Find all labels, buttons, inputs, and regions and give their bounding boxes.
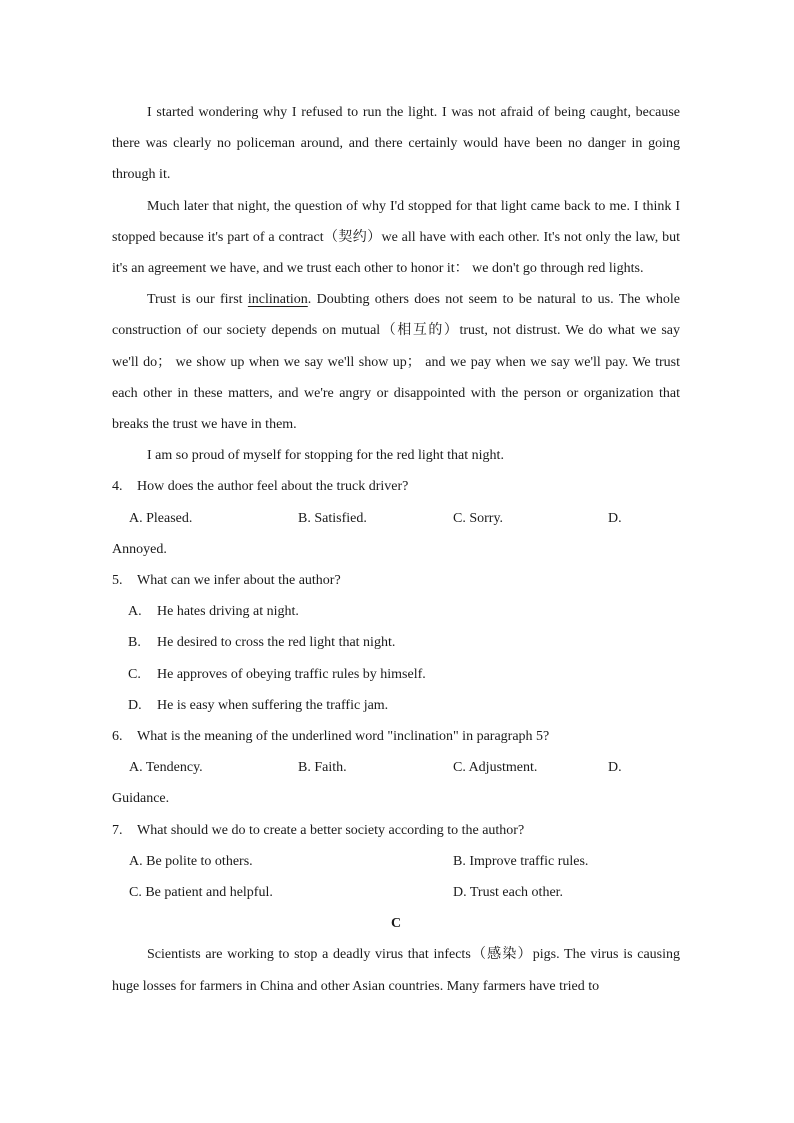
section-heading: C bbox=[390, 916, 402, 932]
option-d: D. bbox=[608, 510, 622, 526]
paragraph-text: Trust is our first bbox=[147, 292, 248, 308]
option-row bbox=[112, 877, 680, 908]
option-row bbox=[112, 534, 680, 565]
question-number: 5. bbox=[112, 573, 123, 589]
paragraph-text: . Doubting others does not seem to be natural to us. The whole construction of our society depends on mutual（相互的）trust, not distrust. We do what we say we'll do； we show up when we say we'll show up； and we pay when we say we'll pay. We trust each other in these matters, and we're angry or disappointed with the person or organization that breaks the trust we have in them. bbox=[112, 292, 680, 433]
question-stem bbox=[112, 471, 680, 502]
option-c: C. Be patient and helpful. bbox=[129, 885, 273, 900]
question-text: What is the meaning of the underlined word "inclination" in paragraph 5? bbox=[137, 729, 550, 745]
option-b: B. He desired to cross the red light that night. bbox=[128, 635, 396, 651]
option-c: C. Adjustment. bbox=[453, 760, 538, 776]
question-number: 7. bbox=[112, 822, 123, 838]
option-d: D. He is easy when suffering the traffic jam. bbox=[128, 697, 389, 713]
option-row bbox=[112, 503, 680, 534]
option-b: B. Faith. bbox=[298, 760, 347, 776]
option-a: A. He hates driving at night. bbox=[128, 604, 299, 620]
question-number: 6. bbox=[112, 729, 123, 745]
question-text: What should we do to create a better society according to the author? bbox=[137, 822, 525, 838]
passage-paragraph: Scientists are working to stop a deadly virus that infects（感染）pigs. The virus is causing huge losses for farmers in China and other Asian countries. Many farmers have tried to bbox=[112, 947, 680, 994]
exam-page bbox=[112, 97, 680, 1002]
option-row bbox=[112, 752, 680, 783]
question-number: 4. bbox=[112, 479, 123, 495]
question-text: How does the author feel about the truck driver? bbox=[137, 479, 409, 495]
question-stem bbox=[112, 815, 680, 846]
question-stem bbox=[112, 721, 680, 752]
option-a: A. Pleased. bbox=[129, 510, 193, 526]
option-b: B. Improve traffic rules. bbox=[453, 853, 589, 869]
option-d-text: Guidance. bbox=[112, 791, 170, 807]
option-d-text: Annoyed. bbox=[112, 541, 167, 557]
option-a: A. Be polite to others. bbox=[129, 853, 253, 869]
option-d: D. bbox=[608, 760, 622, 776]
passage-paragraph bbox=[112, 284, 680, 440]
option-row bbox=[112, 846, 680, 877]
option-c: C. Sorry. bbox=[453, 510, 504, 526]
passage-paragraph: I started wondering why I refused to run the light. I was not afraid of being caught, because there was clearly no policeman around, and there certainly would have been no danger in going through it. bbox=[112, 105, 680, 183]
passage-paragraph: I am so proud of myself for stopping for the red light that night. bbox=[147, 448, 504, 464]
option-c: C. He approves of obeying traffic rules by himself. bbox=[128, 666, 426, 682]
option-row bbox=[112, 783, 680, 814]
passage-paragraph: Much later that night, the question of why I'd stopped for that light came back to me. I think I stopped because it's part of a contract（契约）we all have with each other. It's not only the law, but it's an agreement we have, and we trust each other to honor it： we don't go through red lights. bbox=[112, 198, 680, 277]
option-a: A. Tendency. bbox=[129, 760, 203, 776]
question-text: What can we infer about the author? bbox=[137, 573, 341, 589]
option-d: D. Trust each other. bbox=[453, 885, 564, 900]
option-b: B. Satisfied. bbox=[298, 510, 367, 526]
question-stem bbox=[112, 565, 680, 596]
underlined-word: inclination bbox=[247, 292, 308, 308]
